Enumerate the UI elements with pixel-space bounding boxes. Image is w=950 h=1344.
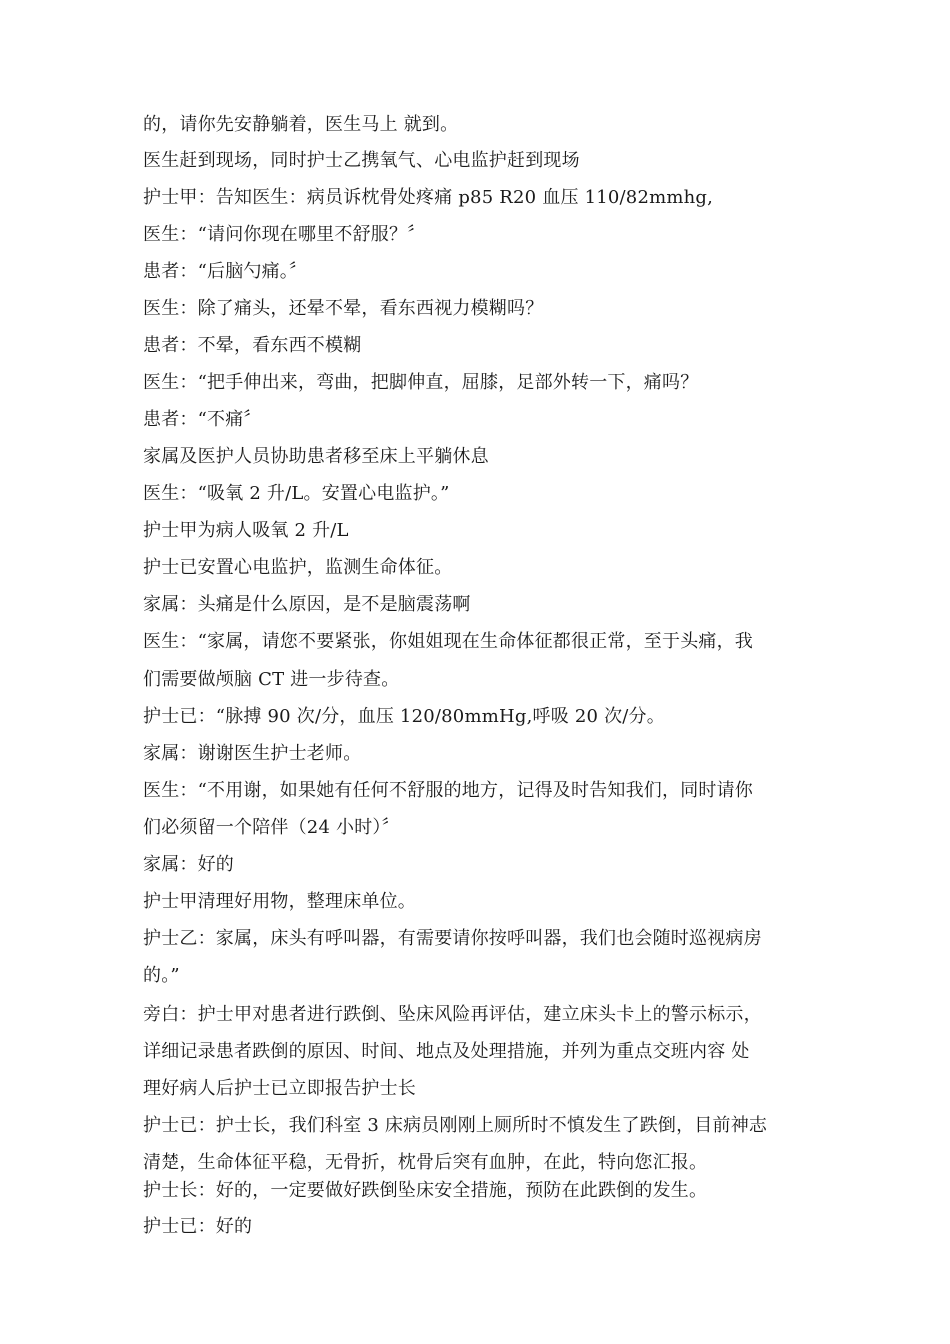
text-line: 护士甲：告知医生：病员诉枕骨处疼痛 p85 R20 血压 110/82mmhg, xyxy=(143,187,714,208)
text-line: 护士已安置心电监护，监测生命体征。 xyxy=(143,557,453,578)
text-line: 患者：“不痛〞 xyxy=(143,409,262,430)
text-line: 医生赶到现场，同时护士乙携氧气、心电监护赶到现场 xyxy=(143,150,580,171)
text-line: 理好病人后护士已立即报告护士长 xyxy=(143,1078,416,1099)
text-line: 护士乙：家属，床头有呼叫器，有需要请你按呼叫器，我们也会随时巡视病房 xyxy=(143,928,762,949)
text-line: 护士长：好的，一定要做好跌倒坠床安全措施，预防在此跌倒的发生。 xyxy=(143,1180,708,1201)
text-line: 家属：头痛是什么原因，是不是脑震荡啊 xyxy=(143,594,471,615)
text-line: 详细记录患者跌倒的原因、时间、地点及处理措施，并列为重点交班内容 处 xyxy=(143,1041,750,1062)
text-line: 家属：谢谢医生护士老师。 xyxy=(143,743,362,764)
text-line: 护士已：“脉搏 90 次/分，血压 120/80mmHg,呼吸 20 次/分。 xyxy=(143,706,665,727)
text-line: 患者：“后脑勺痛。〞 xyxy=(143,261,308,282)
text-line: 们必须留一个陪伴（24 小时）〞 xyxy=(143,817,400,838)
text-line: 护士甲清理好用物，整理床单位。 xyxy=(143,891,416,912)
text-line: 护士已：护士长，我们科室 3 床病员刚刚上厕所时不慎发生了跌倒，目前神志 xyxy=(143,1115,768,1136)
text-line: 医生：“家属，请您不要紧张，你姐姐现在生命体征都很正常，至于头痛，我 xyxy=(143,631,753,652)
text-line: 护士已：好的 xyxy=(143,1216,253,1237)
text-line: 医生：“把手伸出来，弯曲，把脚伸直，屈膝，足部外转一下，痛吗？ xyxy=(143,372,699,393)
text-line: 家属：好的 xyxy=(143,854,234,875)
text-line: 清楚，生命体征平稳，无骨折，枕骨后突有血肿，在此，特向您汇报。 xyxy=(143,1152,708,1173)
text-line: 们需要做颅脑 CT 进一步待查。 xyxy=(143,669,400,690)
text-line: 医生：“不用谢，如果她有任何不舒服的地方，记得及时告知我们，同时请你 xyxy=(143,780,753,801)
text-line: 患者：不晕，看东西不模糊 xyxy=(143,335,362,356)
text-line: 家属及医护人员协助患者移至床上平躺休息 xyxy=(143,446,489,467)
text-line: 的。” xyxy=(143,965,180,986)
text-line: 医生：“请问你现在哪里不舒服？〞 xyxy=(143,224,426,245)
text-line: 医生：“吸氧 2 升/L。安置心电监护。” xyxy=(143,483,450,504)
text-line: 医生：除了痛头，还晕不晕，看东西视力模糊吗？ xyxy=(143,298,544,319)
text-line: 的，请你先安静躺着，医生马上 就到。 xyxy=(143,114,459,135)
text-line: 旁白：护士甲对患者进行跌倒、坠床风险再评估，建立床头卡上的警示标示， xyxy=(143,1004,762,1025)
text-line: 护士甲为病人吸氧 2 升/L xyxy=(143,520,349,541)
